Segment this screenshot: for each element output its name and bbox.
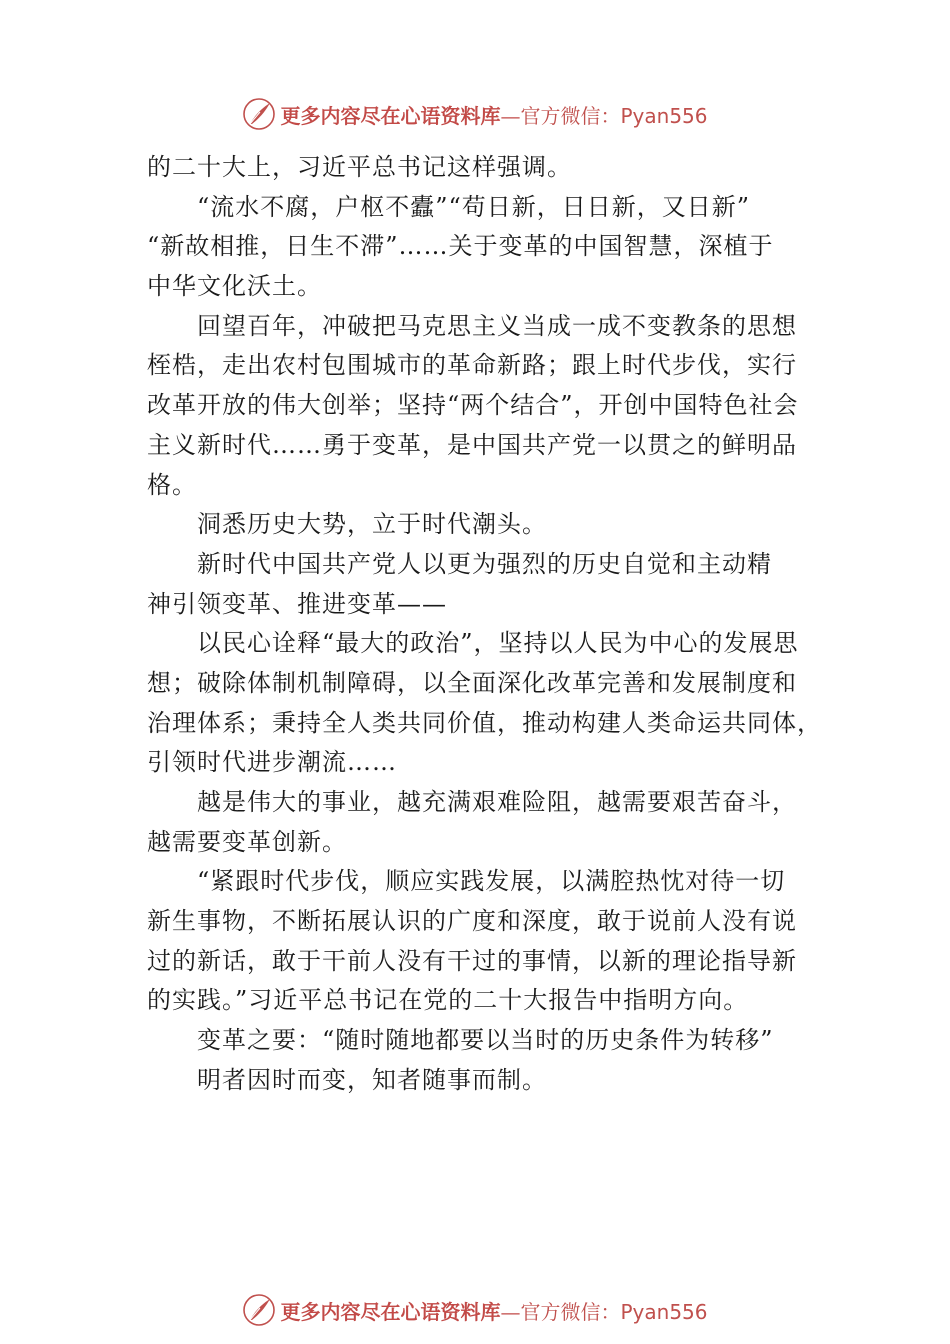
text-line: 新生事物，不断拓展认识的广度和深度，敢于说前人没有说: [147, 907, 797, 936]
footer-brand: 更多内容尽在心语资料库: [280, 1299, 501, 1324]
header-brand: 更多内容尽在心语资料库: [280, 103, 501, 128]
text-line: 中华文化沃土。: [147, 272, 322, 301]
header-banner: [0, 94, 950, 134]
text-line: 治理体系；秉持全人类共同价值，推动构建人类命运共同体，: [147, 708, 822, 737]
text-line: 越是伟大的事业，越充满艰难险阻，越需要艰苦奋斗，: [197, 788, 797, 816]
text-line: 神引领变革、推进变革——: [147, 589, 447, 618]
footer-banner: [0, 1290, 950, 1330]
text-line: 的二十大上，习近平总书记这样强调。: [147, 153, 572, 181]
text-line: 过的新话，敢于干前人没有干过的事情，以新的理论指导新: [147, 946, 797, 975]
footer-account: Pyan556: [620, 1299, 708, 1324]
text-line: 回望百年，冲破把马克思主义当成一成不变教条的思想: [197, 311, 797, 340]
quill-logo-icon: [242, 1293, 276, 1327]
quill-logo-icon: [242, 97, 276, 131]
footer-banner-text: [280, 1296, 707, 1325]
header-account: Pyan556: [620, 103, 708, 128]
text-line: 的实践。”习近平总书记在党的二十大报告中指明方向。: [147, 986, 749, 1015]
text-line: 以民心诠释“最大的政治”，坚持以人民为中心的发展思: [197, 629, 799, 658]
text-line: 主义新时代……勇于变革，是中国共产党一以贯之的鲜明品: [147, 430, 797, 459]
text-line: 明者因时而变，知者随事而制。: [197, 1065, 547, 1094]
text-line: 引领时代进步潮流……: [147, 748, 397, 777]
text-line: 格。: [147, 470, 197, 499]
header-banner-text: [280, 100, 707, 129]
text-line: 新时代中国共产党人以更为强烈的历史自觉和主动精: [197, 549, 772, 578]
footer-wechat-label: 官方微信：: [520, 1299, 621, 1324]
text-line: 洞悉历史大势，立于时代潮头。: [197, 510, 547, 539]
text-line: 桎梏，走出农村包围城市的革命新路；跟上时代步伐，实行: [147, 351, 797, 380]
text-line: 改革开放的伟大创举；坚持“两个结合”，开创中国特色社会: [147, 391, 799, 420]
header-dash: —: [500, 103, 521, 128]
footer-dash: —: [500, 1299, 521, 1324]
text-line: 想；破除体制机制障碍，以全面深化改革完善和发展制度和: [147, 668, 797, 697]
text-line: “新故相推，日生不滞”……关于变革的中国智慧，深植于: [147, 232, 774, 261]
text-line: “紧跟时代步伐，顺应实践发展，以满腔热忱对待一切: [197, 867, 786, 896]
header-wechat-label: 官方微信：: [520, 103, 621, 128]
text-line: “流水不腐，户枢不蠹”“苟日新，日日新，又日新”: [197, 192, 751, 221]
article-body: [147, 148, 822, 1101]
text-line: 越需要变革创新。: [147, 827, 347, 856]
text-line: 变革之要：“随时随地都要以当时的历史条件为转移”: [197, 1026, 774, 1055]
